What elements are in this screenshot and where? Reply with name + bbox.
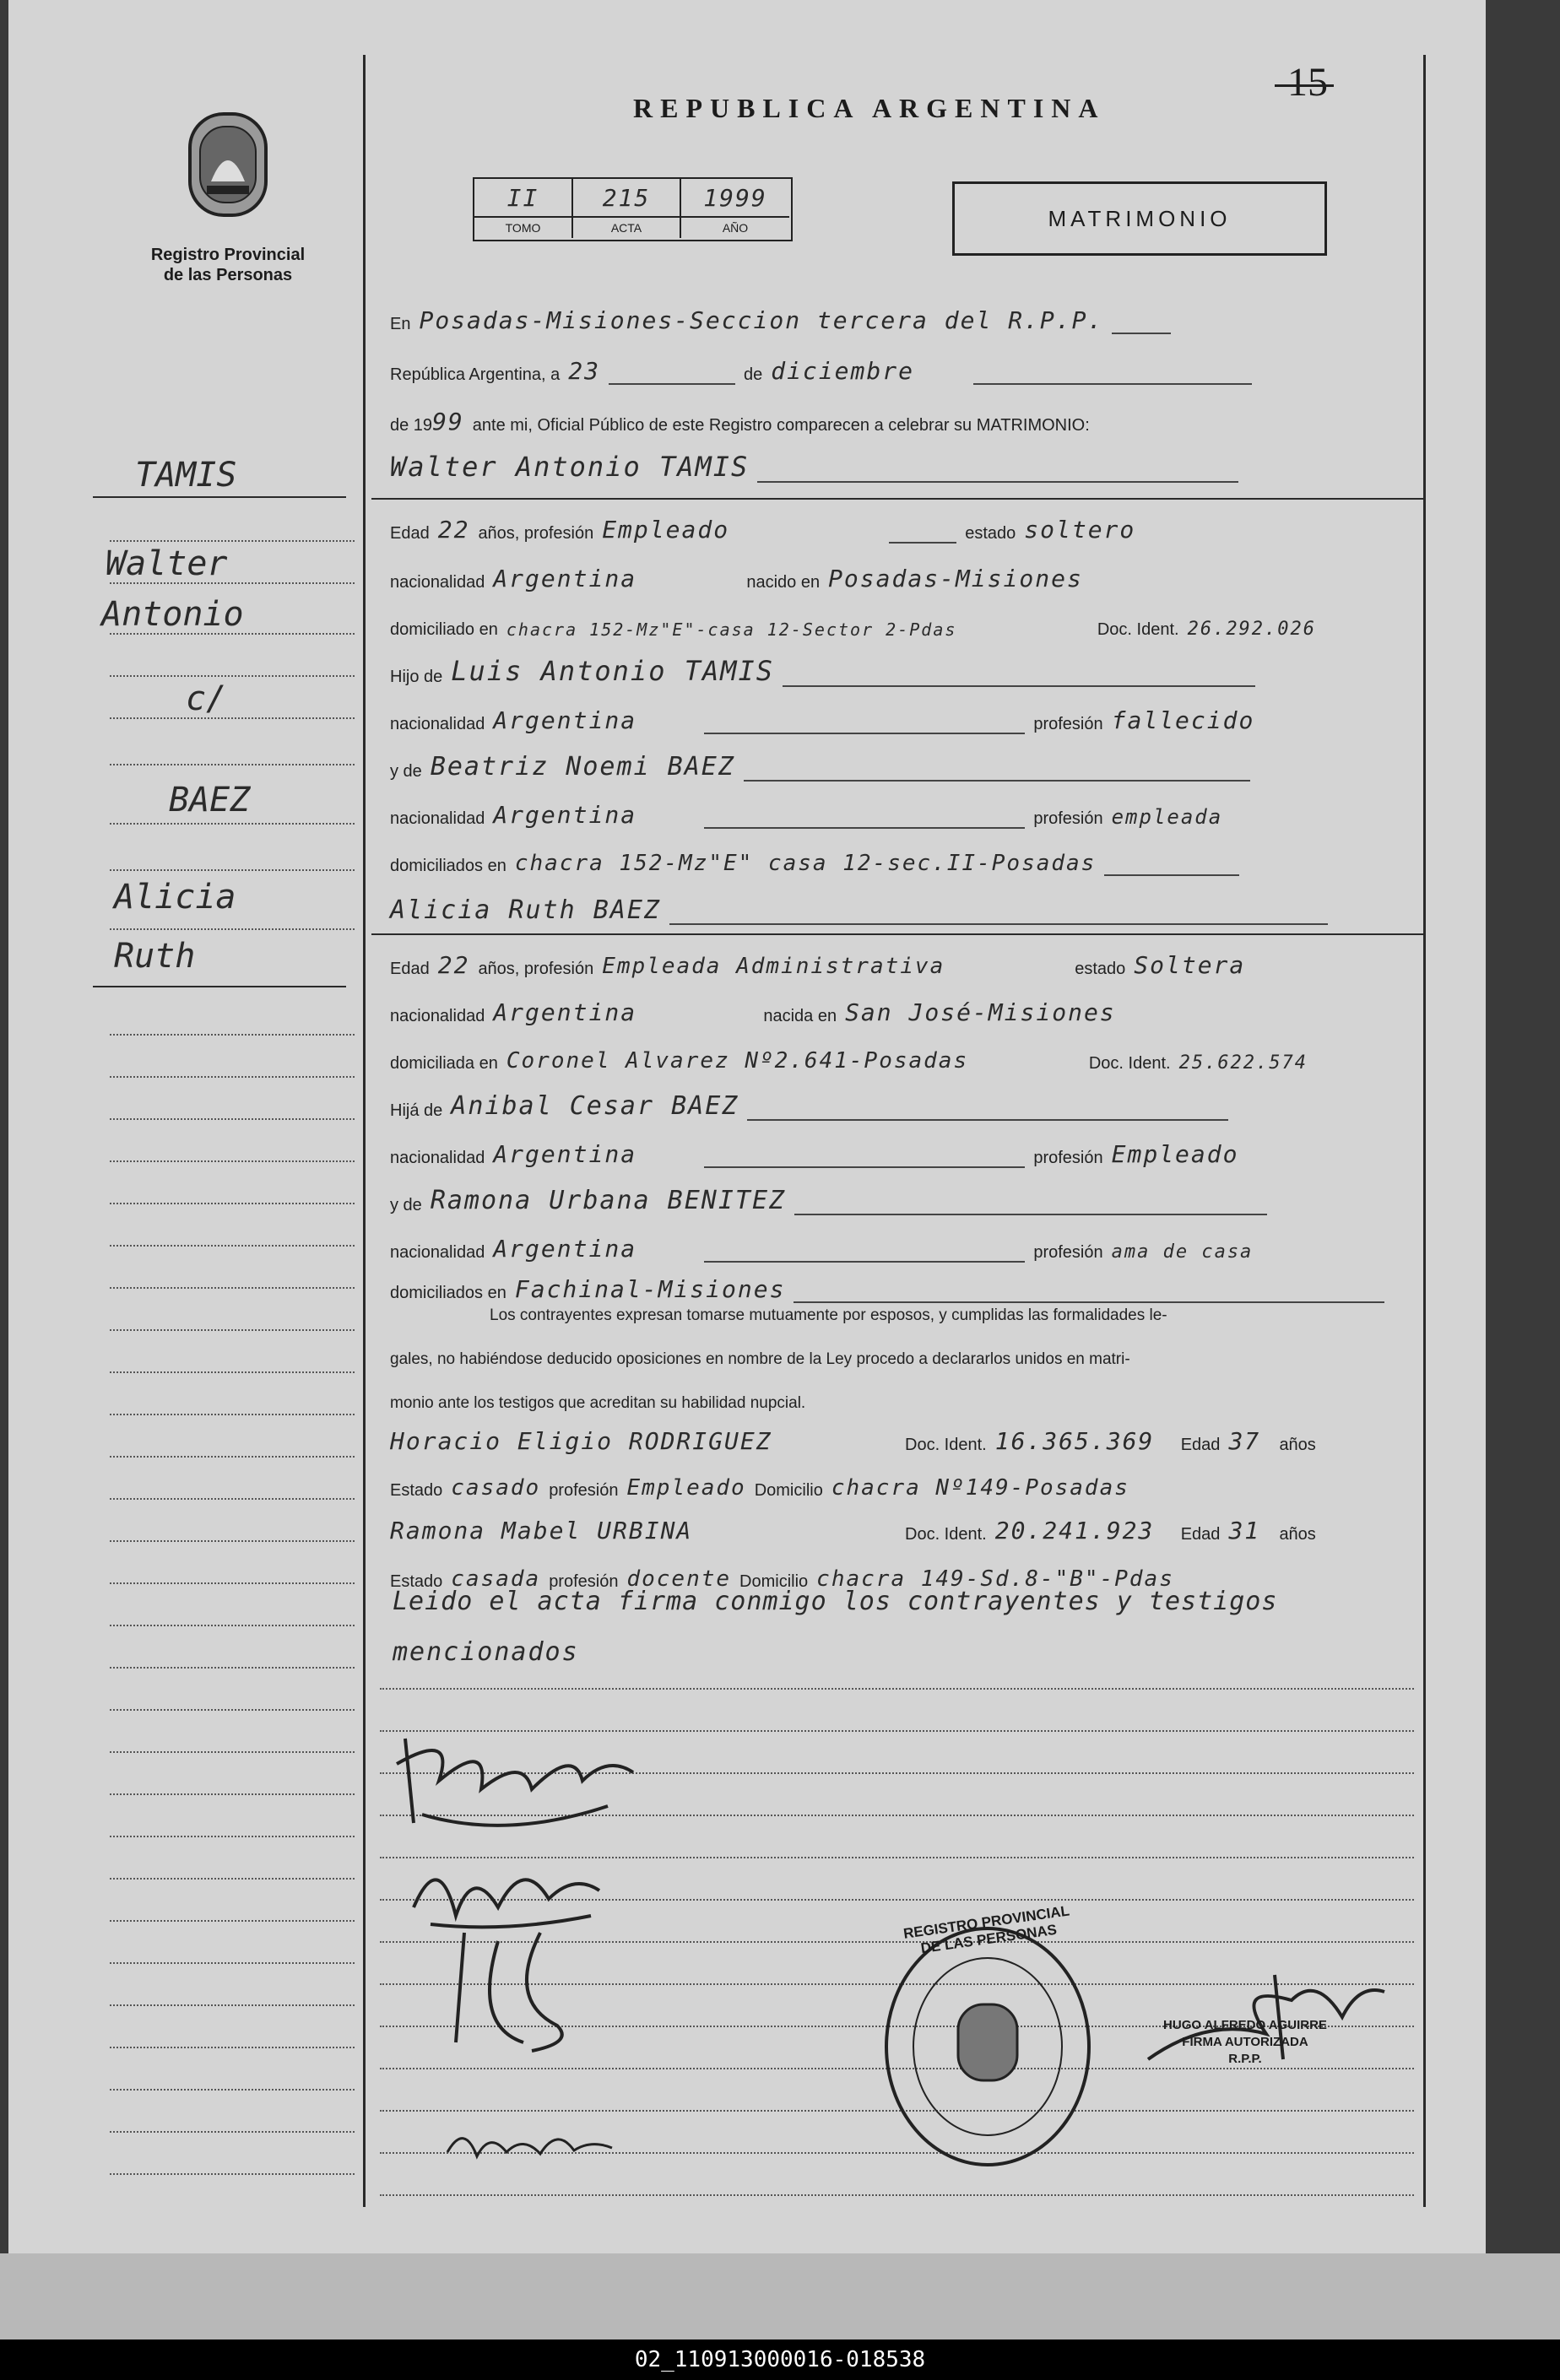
- margin-given-groom-1: Walter: [106, 544, 228, 583]
- witness-2-detail-row: Estado casada profesión docente Domicilio chacra 149-Sd.8-"B"-Pdas: [390, 1566, 1174, 1592]
- declaration-line-3: monio ante los testigos que acreditan su habilidad nupcial.: [390, 1394, 806, 1412]
- officer-stamp: HUGO ALFREDO AGUIRRE FIRMA AUTORIZADA R.P.P.: [1163, 2018, 1327, 2066]
- intro-place-row: En Posadas-Misiones-Seccion tercera del R.P.P.: [390, 306, 1171, 334]
- country-title: REPUBLICA ARGENTINA: [633, 93, 1106, 123]
- margin-surname-bride: BAEZ: [169, 781, 251, 819]
- groom-full-name: Walter Antonio TAMIS: [390, 451, 750, 483]
- document-page: [8, 0, 1486, 2253]
- witness-2-name-row: Ramona Mabel URBINA Doc. Ident. 20.241.923 Edad 31 años: [390, 1517, 1316, 1544]
- acta-value: 215: [602, 184, 651, 212]
- declaration-line-2: gales, no habiéndose deducido oposiciones en nombre de la Ley procedo a declararlos unidos en matri-: [390, 1350, 1130, 1368]
- section-divider: [371, 498, 1423, 500]
- groom-parents-address-row: domiciliados en chacra 152-Mz"E" casa 12-sec.II-Posadas: [390, 847, 1239, 876]
- bride-mother-row: y de Ramona Urbana BENITEZ: [390, 1187, 1267, 1215]
- groom-name-row: [390, 451, 1238, 483]
- bride-nationality-row: nacionalidad Argentina nacida en San José-Misiones: [390, 998, 1116, 1026]
- closing-line-1: Leido el acta firma conmigo los contrayentes y testigos: [393, 1587, 1278, 1616]
- left-margin-rule: [363, 55, 366, 2207]
- margin-given-bride-2: Ruth: [114, 937, 196, 976]
- scan-file-id: 02_110913000016-018538: [0, 2339, 1560, 2380]
- day-value: 23: [568, 357, 600, 385]
- margin-given-groom-2: Antonio: [101, 595, 244, 634]
- bride-parents-address-row: domiciliados en Fachinal-Misiones: [390, 1274, 1384, 1303]
- section-divider: [371, 933, 1423, 935]
- year-value: 99: [432, 408, 464, 435]
- groom-nationality-row: nacionalidad Argentina nacido en Posadas-Misiones: [390, 565, 1083, 592]
- margin-underline: [93, 496, 346, 498]
- bride-age-row: Edad 22 años, profesión Empleada Administrativa estado Soltera: [390, 951, 1246, 979]
- registry-crest-icon: [181, 105, 274, 228]
- intro-date-row: República Argentina, a 23 de diciembre: [390, 356, 1252, 385]
- month-value: diciembre: [771, 357, 914, 385]
- groom-mother-row: y de Beatriz Noemi BAEZ: [390, 753, 1250, 782]
- declaration-line-1: Los contrayentes expresan tomarse mutuamente por esposos, y cumplidas las formalidades le-: [490, 1306, 1167, 1324]
- place-value: Posadas-Misiones-Seccion tercera del R.P.P.: [419, 306, 1104, 334]
- bride-name-row: [390, 896, 1328, 925]
- witness-1-detail-row: Estado casado profesión Empleado Domicilio chacra Nº149-Posadas: [390, 1475, 1129, 1501]
- ano-value: 1999: [703, 184, 767, 212]
- witness-2-signature: [439, 2118, 625, 2173]
- tomo-value: II: [506, 184, 539, 212]
- groom-address-row: domiciliado en chacra 152-Mz"E"-casa 12-Sector 2-Pdas Doc. Ident. 26.292.026: [390, 619, 1317, 640]
- page-number: 15: [1287, 59, 1328, 105]
- book-reference-box: [473, 177, 793, 241]
- closing-line-2: mencionados: [393, 1637, 579, 1667]
- registry-name: Registro Provincial de las Personas: [150, 246, 306, 284]
- bride-mother-nat-row: nacionalidad Argentina profesión ama de casa: [390, 1235, 1254, 1263]
- bride-father-nat-row: nacionalidad Argentina profesión Empleado: [390, 1140, 1239, 1168]
- witness-1-name-row: Horacio Eligio RODRIGUEZ Doc. Ident. 16.365.369 Edad 37 años: [390, 1427, 1316, 1455]
- seal-text: REGISTRO PROVINCIAL DE LAS PERSONAS: [902, 1902, 1071, 1957]
- scan-background: [0, 2253, 1560, 2339]
- tomo-label: TOMO: [474, 216, 571, 238]
- margin-given-bride-1: Alicia: [114, 878, 236, 917]
- groom-age-row: Edad 22 años, profesión Empleado estado soltero: [390, 516, 1136, 544]
- ano-label: AÑO: [681, 216, 789, 238]
- margin-connector: c/: [186, 679, 227, 718]
- acta-label: ACTA: [573, 216, 680, 238]
- record-type-box: MATRIMONIO: [952, 181, 1327, 256]
- groom-father-row: Hijo de Luis Antonio TAMIS: [390, 658, 1255, 687]
- margin-surname-groom: TAMIS: [135, 456, 237, 495]
- groom-father-nat-row: nacionalidad Argentina profesión fallecido: [390, 706, 1255, 734]
- groom-signature: [388, 1713, 658, 1844]
- right-border-rule: [1423, 55, 1426, 2207]
- intro-year-row: de 19 99 ante mi, Oficial Público de este Registro comparecen a celebrar su MATRIMONIO:: [390, 408, 1090, 435]
- bride-full-name: Alicia Ruth BAEZ: [390, 895, 661, 925]
- groom-mother-nat-row: nacionalidad Argentina profesión empleada: [390, 801, 1223, 829]
- bride-address-row: domiciliada en Coronel Alvarez Nº2.641-Posadas Doc. Ident. 25.622.574: [390, 1048, 1308, 1074]
- witness-1-signature: [422, 1924, 608, 2064]
- margin-underline: [93, 986, 346, 987]
- bride-father-row: Hijá de Anibal Cesar BAEZ: [390, 1092, 1228, 1121]
